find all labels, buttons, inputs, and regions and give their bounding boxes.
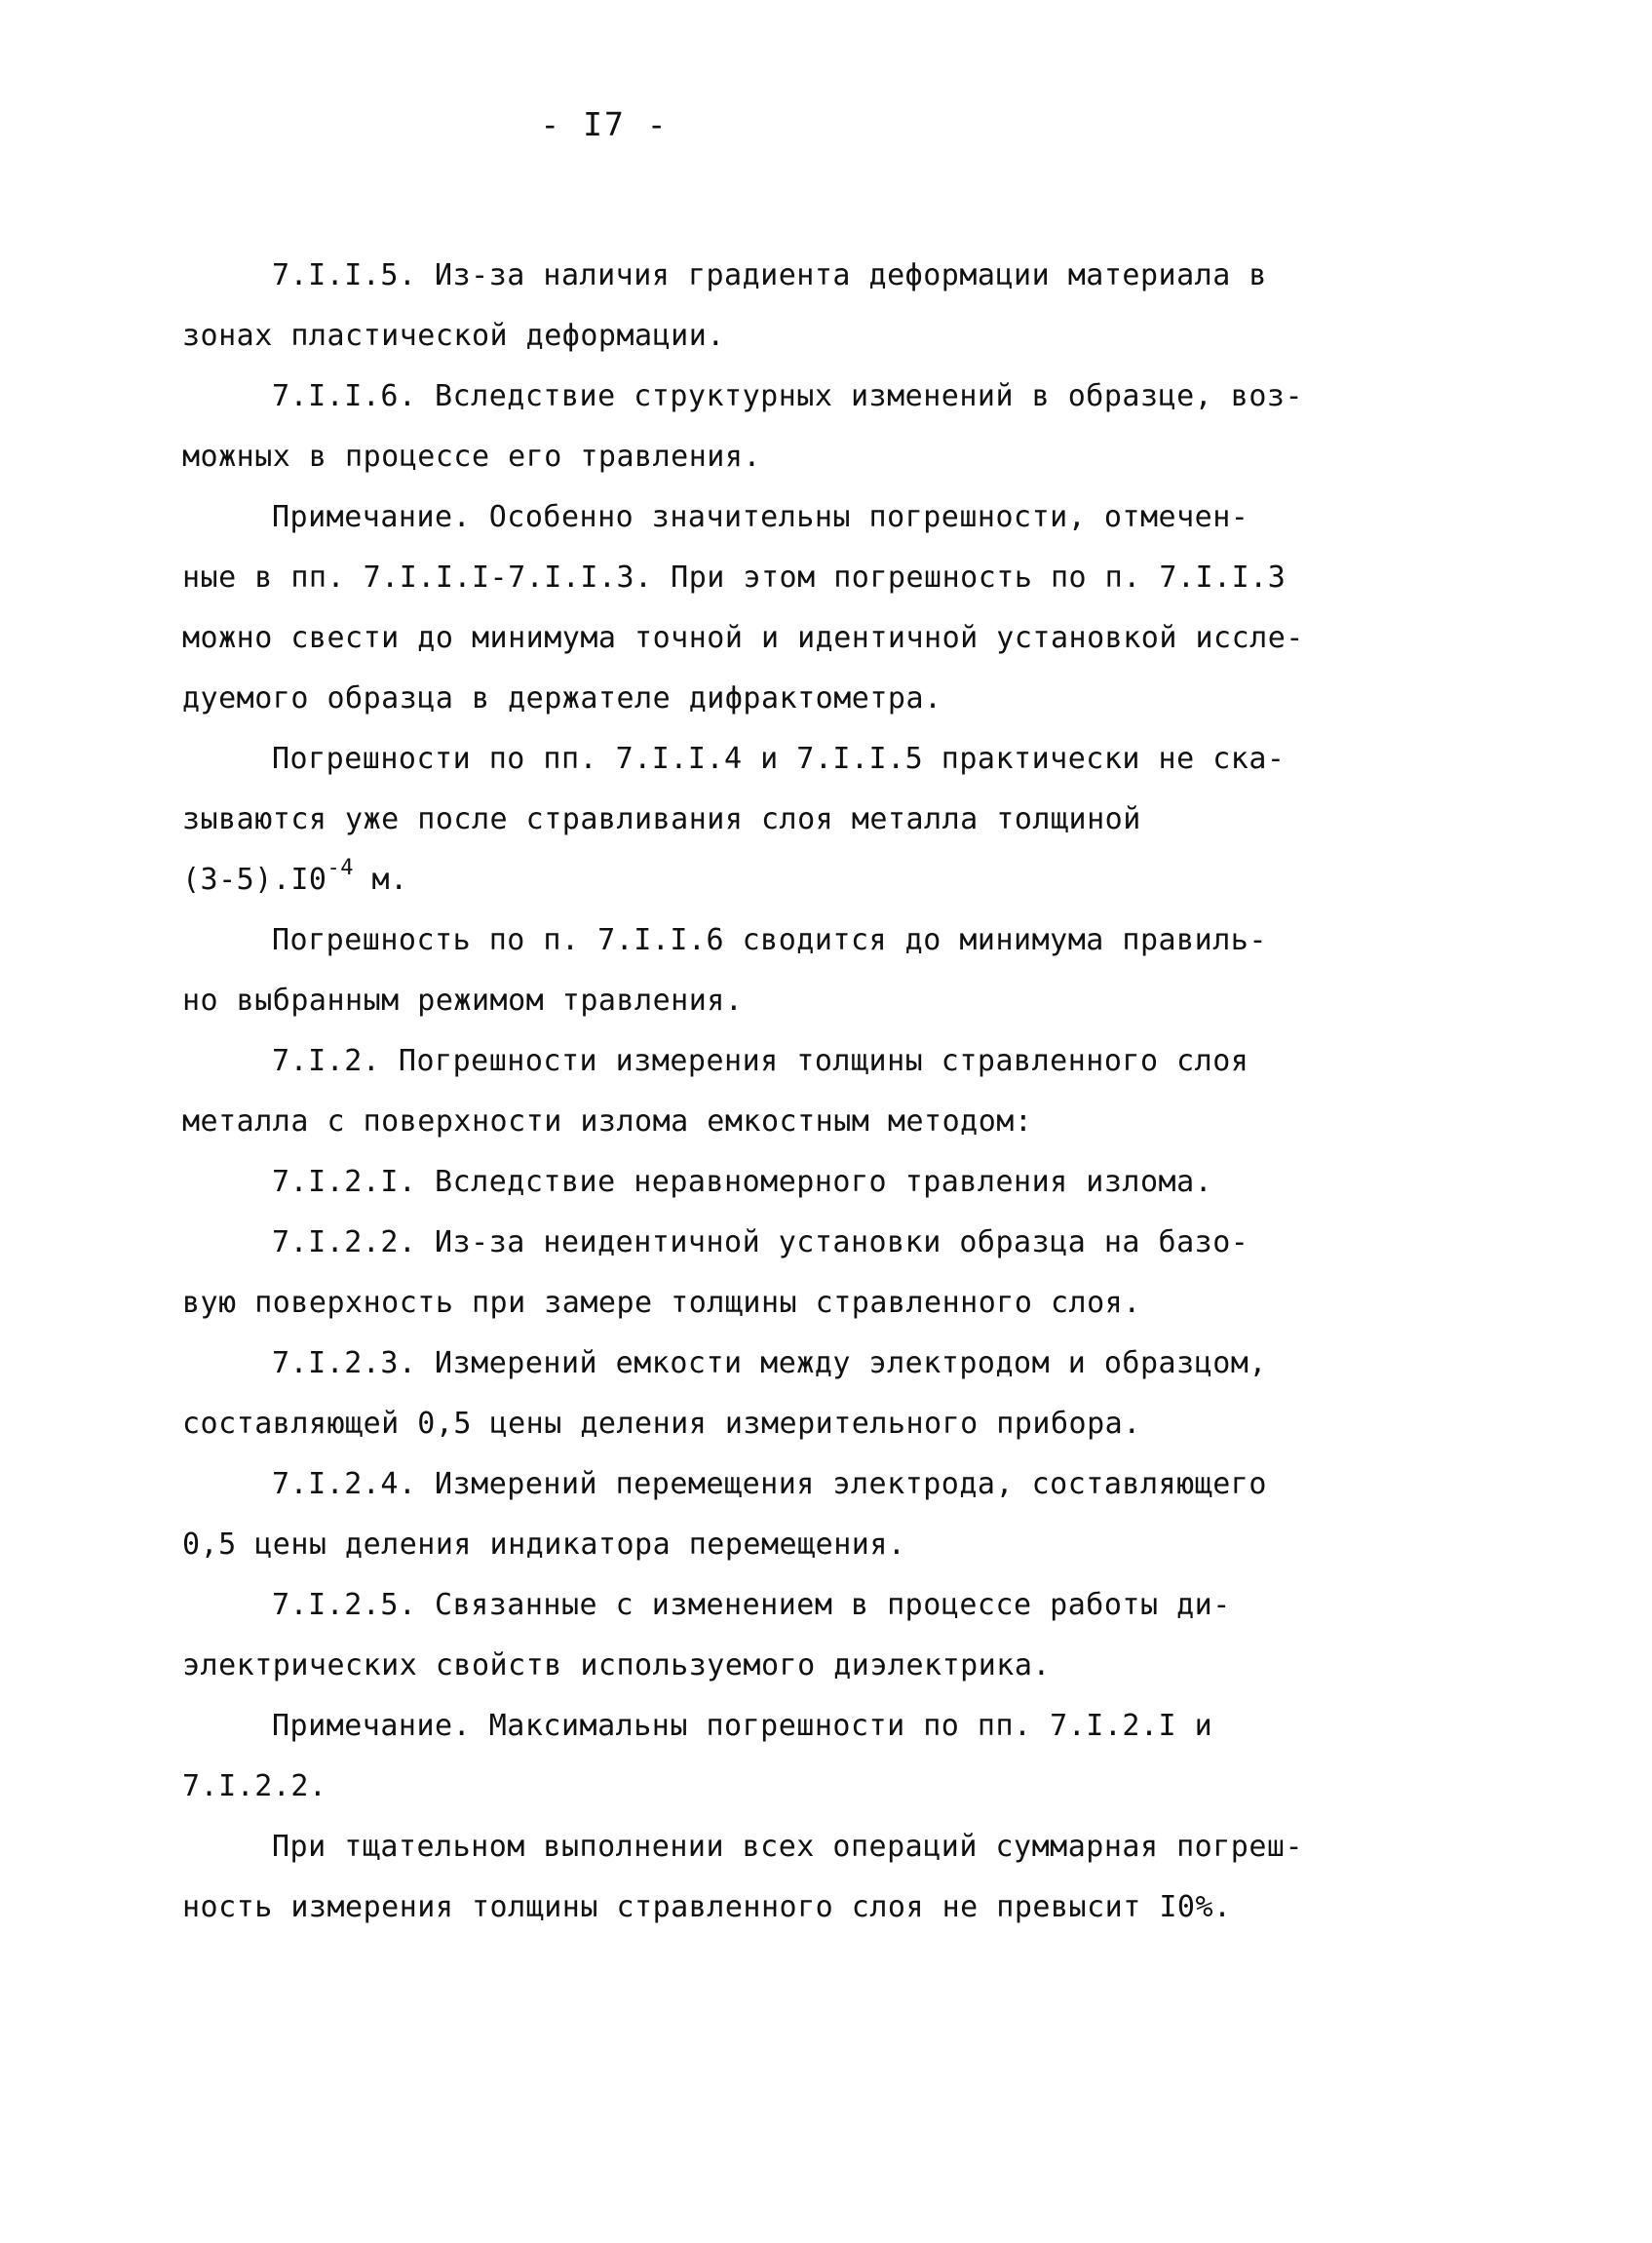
text-line: зываются уже после стравливания слоя металла толщиной: [182, 802, 1141, 836]
text-line: Примечание. Максимальны погрешности по пп. 7.I.2.I и: [272, 1709, 1213, 1743]
text-line: 7.I.I.5. Из-за наличия градиента деформации материала в: [272, 258, 1267, 292]
text-line: электрических свойств используемого диэлектрика.: [182, 1648, 1051, 1682]
text-line: ность измерения толщины стравленного слоя не превысит I0%.: [182, 1890, 1232, 1924]
page-number: - I7 -: [540, 105, 669, 143]
text-line: ные в пп. 7.I.I.I-7.I.I.3. При этом погрешность по п. 7.I.I.3: [182, 561, 1287, 595]
text-line: 7.I.2.2. Из-за неидентичной установки образца на базо-: [272, 1225, 1249, 1259]
text-line: металла с поверхности излома емкостным методом:: [182, 1104, 1033, 1139]
text-line: 7.I.2.5. Связанные с изменением в процессе работы ди-: [272, 1588, 1231, 1622]
unit-meter: м.: [354, 863, 408, 897]
text-line: Погрешности по пп. 7.I.I.4 и 7.I.I.5 практически не ска-: [272, 742, 1286, 776]
text-line: 7.I.2.I. Вследствие неравномерного травления излома.: [272, 1165, 1213, 1199]
text-line: Примечание. Особенно значительны погрешности, отмечен-: [272, 500, 1249, 534]
text-line: можно свести до минимума точной и идентичной установкой иссле-: [182, 621, 1304, 655]
text-line: 0,5 цены деления индикатора перемещения.: [182, 1528, 906, 1562]
text-line: вую поверхность при замере толщины стравленного слоя.: [182, 1286, 1141, 1320]
text-line: 7.I.I.6. Вследствие структурных изменений в образце, воз-: [272, 379, 1304, 413]
text-line: но выбранным режимом травления.: [182, 984, 744, 1018]
text-line: зонах пластической деформации.: [182, 319, 725, 353]
document-body: [182, 246, 1332, 1938]
text-line: Погрешность по п. 7.I.I.6 сводится до минимума правиль-: [272, 923, 1267, 957]
thickness-range: (3-5).I0: [182, 863, 327, 897]
text-line: 7.I.2.3. Измерений емкости между электродом и образцом,: [272, 1346, 1267, 1380]
text-line: 7.I.2. Погрешности измерения толщины стравленного слоя: [272, 1044, 1249, 1078]
text-line-with-exponent: [182, 850, 1332, 910]
text-line: дуемого образца в держателе дифрактометра.: [182, 681, 942, 715]
text-line: составляющей 0,5 цены деления измерительного прибора.: [182, 1407, 1141, 1441]
exponent: -4: [327, 856, 354, 880]
text-line: можных в процессе его травления.: [182, 440, 761, 474]
text-line: При тщательном выполнении всех операций суммарная погреш-: [272, 1830, 1304, 1864]
text-line: 7.I.2.4. Измерений перемещения электрода, составляющего: [272, 1467, 1267, 1501]
text-line: 7.I.2.2.: [182, 1769, 327, 1803]
